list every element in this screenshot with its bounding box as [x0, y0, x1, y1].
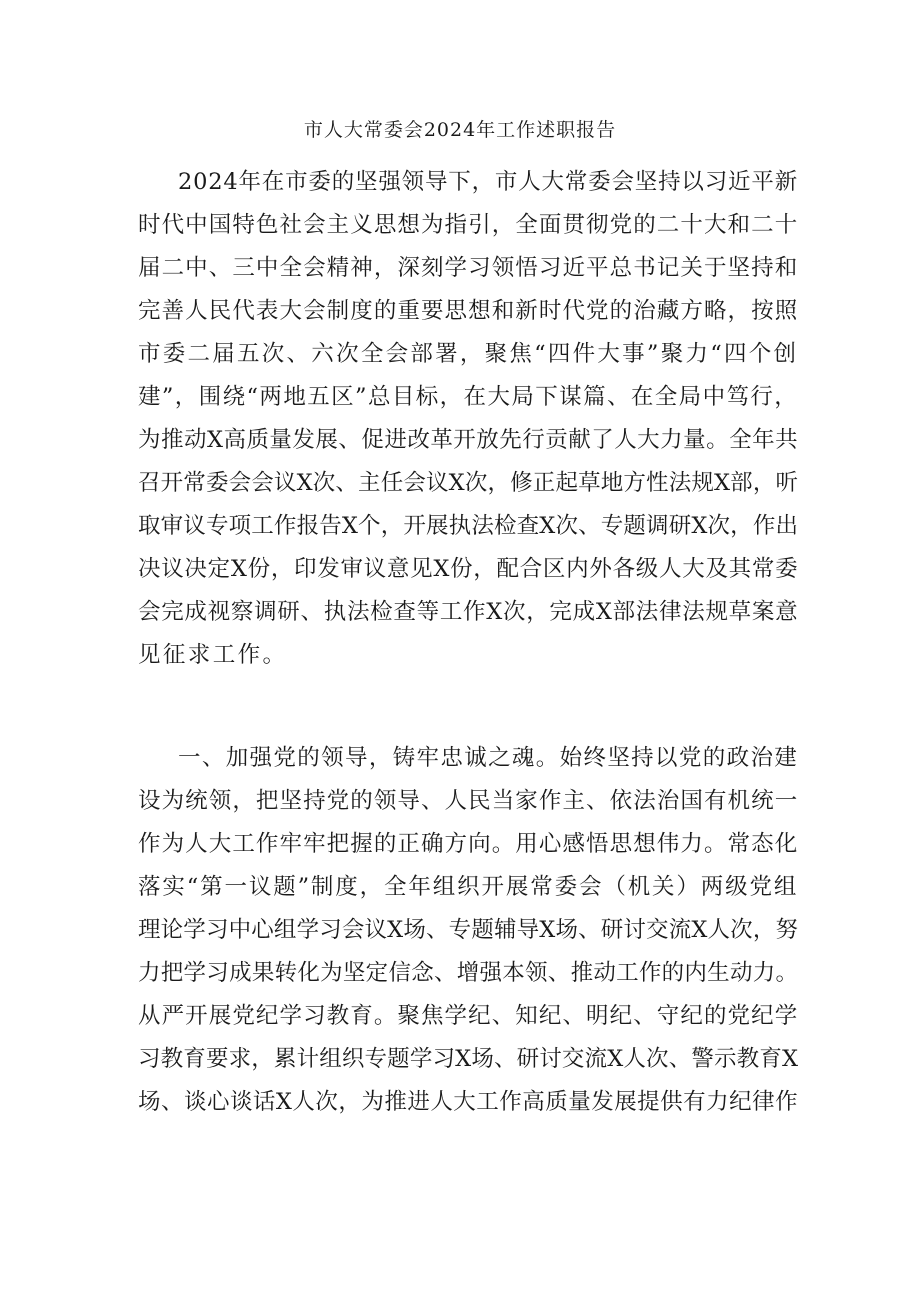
paragraph-1-line: 决议决定X份，印发审议意见X份，配合区内外各级人大及其常委 — [138, 556, 798, 582]
paragraph-2-line: 作为人大工作牢牢把握的正确方向。用心感悟思想伟力。常态化 — [138, 831, 798, 857]
paragraph-2-line: 落实“第一议题”制度，全年组织开展常委会（机关）两级党组 — [138, 874, 798, 900]
paragraph-1-line: 时代中国特色社会主义思想为指引，全面贯彻党的二十大和二十 — [138, 212, 798, 238]
paragraph-2-line: 场、谈心谈话X人次，为推进人大工作高质量发展提供有力纪律作 — [138, 1089, 798, 1115]
paragraph-2-line: 习教育要求，累计组织专题学习X场、研讨交流X人次、警示教育X — [138, 1046, 798, 1072]
paragraph-1-line: 完善人民代表大会制度的重要思想和新时代党的治藏方略，按照 — [138, 298, 798, 324]
paragraph-1-line: 取审议专项工作报告X个，开展执法检查X次、专题调研X次，作出 — [138, 513, 798, 539]
paragraph-1-line: 见征求工作。 — [138, 642, 288, 668]
paragraph-1-line: 届二中、三中全会精神，深刻学习领悟习近平总书记关于坚持和 — [138, 255, 798, 281]
paragraph-1-line: 会完成视察调研、执法检查等工作X次，完成X部法律法规草案意 — [138, 599, 798, 625]
paragraph-1-line: 为推动X高质量发展、促进改革开放先行贡献了人大力量。全年共 — [138, 427, 798, 453]
paragraph-2-line: 设为统领，把坚持党的领导、人民当家作主、依法治国有机统一 — [138, 788, 798, 814]
paragraph-1-line: 建”，围绕“两地五区”总目标，在大局下谋篇、在全局中笃行， — [138, 384, 798, 410]
paragraph-1-line: 2024年在市委的坚强领导下，市人大常委会坚持以习近平新 — [178, 169, 798, 195]
paragraph-1-line: 市委二届五次、六次全会部署，聚焦“四件大事”聚力“四个创 — [138, 341, 798, 367]
paragraph-2-line: 力把学习成果转化为坚定信念、增强本领、推动工作的内生动力。 — [138, 960, 798, 986]
paragraph-1-line: 召开常委会会议X次、主任会议X次，修正起草地方性法规X部，听 — [138, 470, 798, 496]
paragraph-2-line: 从严开展党纪学习教育。聚焦学纪、知纪、明纪、守纪的党纪学 — [138, 1003, 798, 1029]
paragraph-2-line: 一、加强党的领导，铸牢忠诚之魂。始终坚持以党的政治建 — [178, 745, 798, 771]
paragraph-2-line: 理论学习中心组学习会议X场、专题辅导X场、研讨交流X人次，努 — [138, 917, 798, 943]
document-title: 市人大常委会2024年工作述职报告 — [303, 119, 617, 141]
